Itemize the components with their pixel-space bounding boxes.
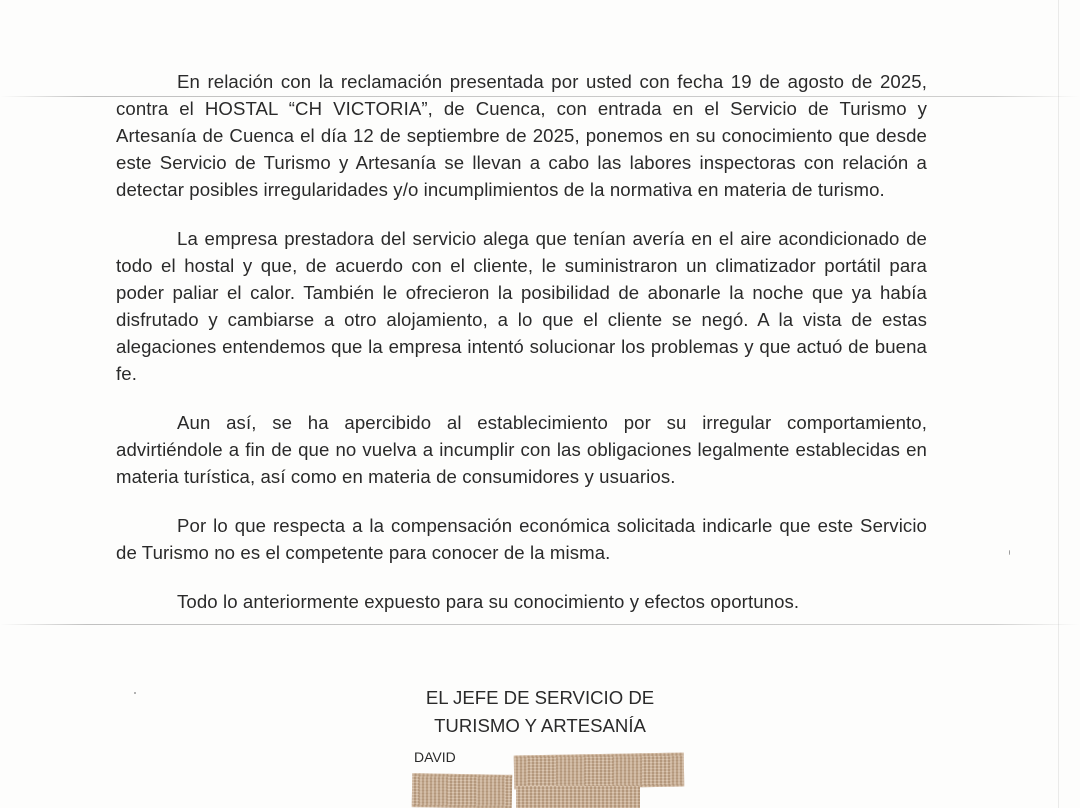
redaction-tape [514, 753, 685, 790]
paragraph-complaint-reference: En relación con la reclamación presentada por usted con fecha 19 de agosto de 2025, contra el HOSTAL “CH VICTORIA”, de Cuenca, con entrada en el Servicio de Turismo y Artesanía de Cuenca el día 12 de septiembre de 2025, ponemos en su conocimiento que desde este Servicio de Turismo y Artesanía se llevan a cabo las labores inspectoras con relación a detectar posibles irregularidades y/o incumplimientos de la normativa en materia de turismo. [116, 71, 927, 200]
scan-speck [134, 692, 136, 694]
paragraph-compensation: Por lo que respecta a la compensación económica solicitada indicarle que este Servicio de Turismo no es el competente para conocer de la misma. [116, 515, 927, 563]
letter-body [116, 68, 927, 637]
scan-edge [1058, 0, 1059, 808]
paragraph-company-allegations: La empresa prestadora del servicio alega que tenían avería en el aire acondicionado de todo el hostal y que, de acuerdo con el cliente, le suministraron un climatizador portátil para poder paliar el calor. También le ofrecieron la posibilidad de abonarle la noche que ya había disfrutado y cambiarse a otro alojamiento, a lo que el cliente se negó. A la vista de estas alegaciones entendemos que la empresa intentó solucionar los problemas y que actuó de buena fe. [116, 228, 927, 384]
signature-title-line-2: TURISMO Y ARTESANÍA [434, 715, 646, 736]
signature-block [330, 684, 750, 740]
scan-speck [1009, 550, 1010, 555]
signer-name: DAVID [414, 749, 456, 765]
redaction-tape [412, 773, 513, 808]
redaction-tape [516, 786, 640, 808]
paragraph-warning: Aun así, se ha apercibido al establecimiento por su irregular comportamiento, advirtiéndole a fin de que no vuelva a incumplir con las obligaciones legalmente establecidas en materia turística, así como en materia de consumidores y usuarios. [116, 412, 927, 487]
signature-title-line-1: EL JEFE DE SERVICIO DE [425, 687, 655, 708]
paragraph-closing: Todo lo anteriormente expuesto para su conocimiento y efectos oportunos. [177, 591, 800, 612]
